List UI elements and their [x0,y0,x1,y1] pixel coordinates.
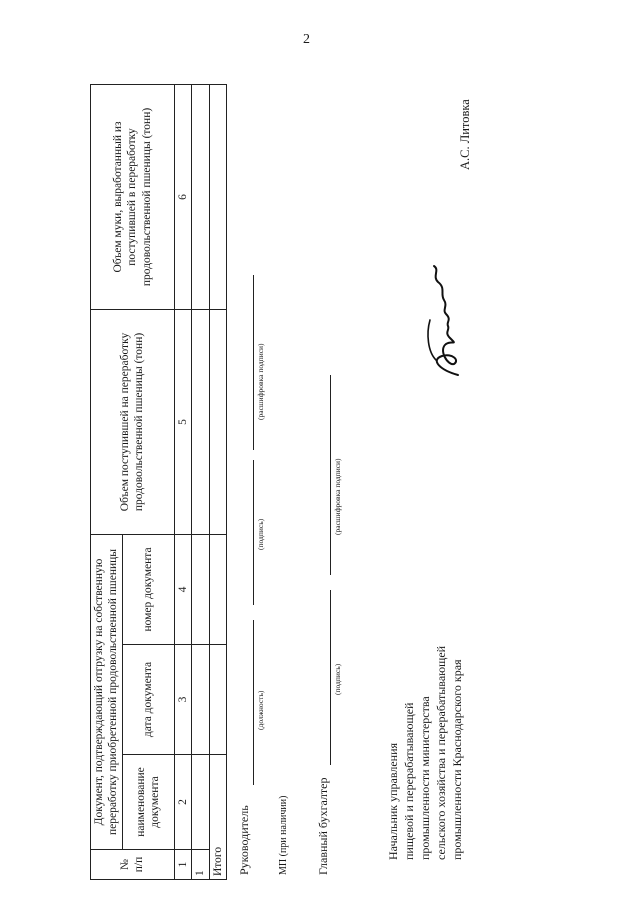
column-number-row [174,84,191,879]
position-line-text: промышленности министерства [418,696,432,860]
table-cell [192,645,209,755]
col-number: 6 [174,84,191,309]
total-label: Итого [209,755,226,880]
chief-accountant-label: Главный бухгалтер [316,777,330,875]
col-number: 4 [174,534,191,644]
table-row [192,84,209,879]
col-number: 1 [174,850,191,880]
header-document-group: Документ, подтверждающий отгрузку на собственную переработку приобретенной продовольственной пшеницы [91,534,123,849]
decode-line [253,275,254,450]
col-number: 2 [174,755,191,850]
header-volume-flour: Объем муки, выработанный из поступившей в переработку продовольственной пшеницы (тонн) [91,84,175,309]
chief-decode-caption: (расшифровка подписи) [333,458,342,535]
total-row [209,84,226,879]
col-number: 5 [174,309,191,534]
position-line-text: пищевой и перерабатывающей [402,702,416,860]
position-caption: (должность) [256,690,265,730]
col-number: 3 [174,645,191,755]
stamp-label: МП (при наличии) [278,795,289,875]
header-doc-date: дата документа [122,645,174,755]
header-doc-name: наименование документа [122,755,174,850]
official-position [385,646,465,860]
table-cell [192,84,209,309]
rotated-page-content [90,80,510,880]
chief-decode-line [330,375,331,575]
handwritten-signature [420,260,470,380]
signature-line [253,460,254,605]
position-line-text: Начальник управления [386,742,400,860]
chief-signature-caption: (подпись) [333,663,342,695]
signature-caption: (подпись) [256,518,265,550]
page-number: 2 [303,32,310,47]
table-cell [192,534,209,644]
table-cell [209,309,226,534]
official-name: А.С. Литовка [458,99,472,170]
chief-signature-line [330,590,331,765]
header-doc-number: номер документа [122,534,174,644]
header-num: № п/п [91,850,175,880]
table-cell [209,84,226,309]
decode-caption: (расшифровка подписи) [256,343,265,420]
table-cell [192,755,209,850]
row-number: 1 [192,850,209,880]
table-cell [209,534,226,644]
table-cell [209,645,226,755]
header-volume-received: Объем поступившей на переработку продовольственной пшеницы (тонн) [91,309,175,534]
position-line [253,620,254,785]
position-line-text: сельского хозяйства и перерабатывающей [434,645,448,860]
report-table [90,84,227,880]
position-line-text: промышленности Краснодарского края [450,659,464,860]
head-label: Руководитель [237,805,251,875]
table-cell [192,309,209,534]
